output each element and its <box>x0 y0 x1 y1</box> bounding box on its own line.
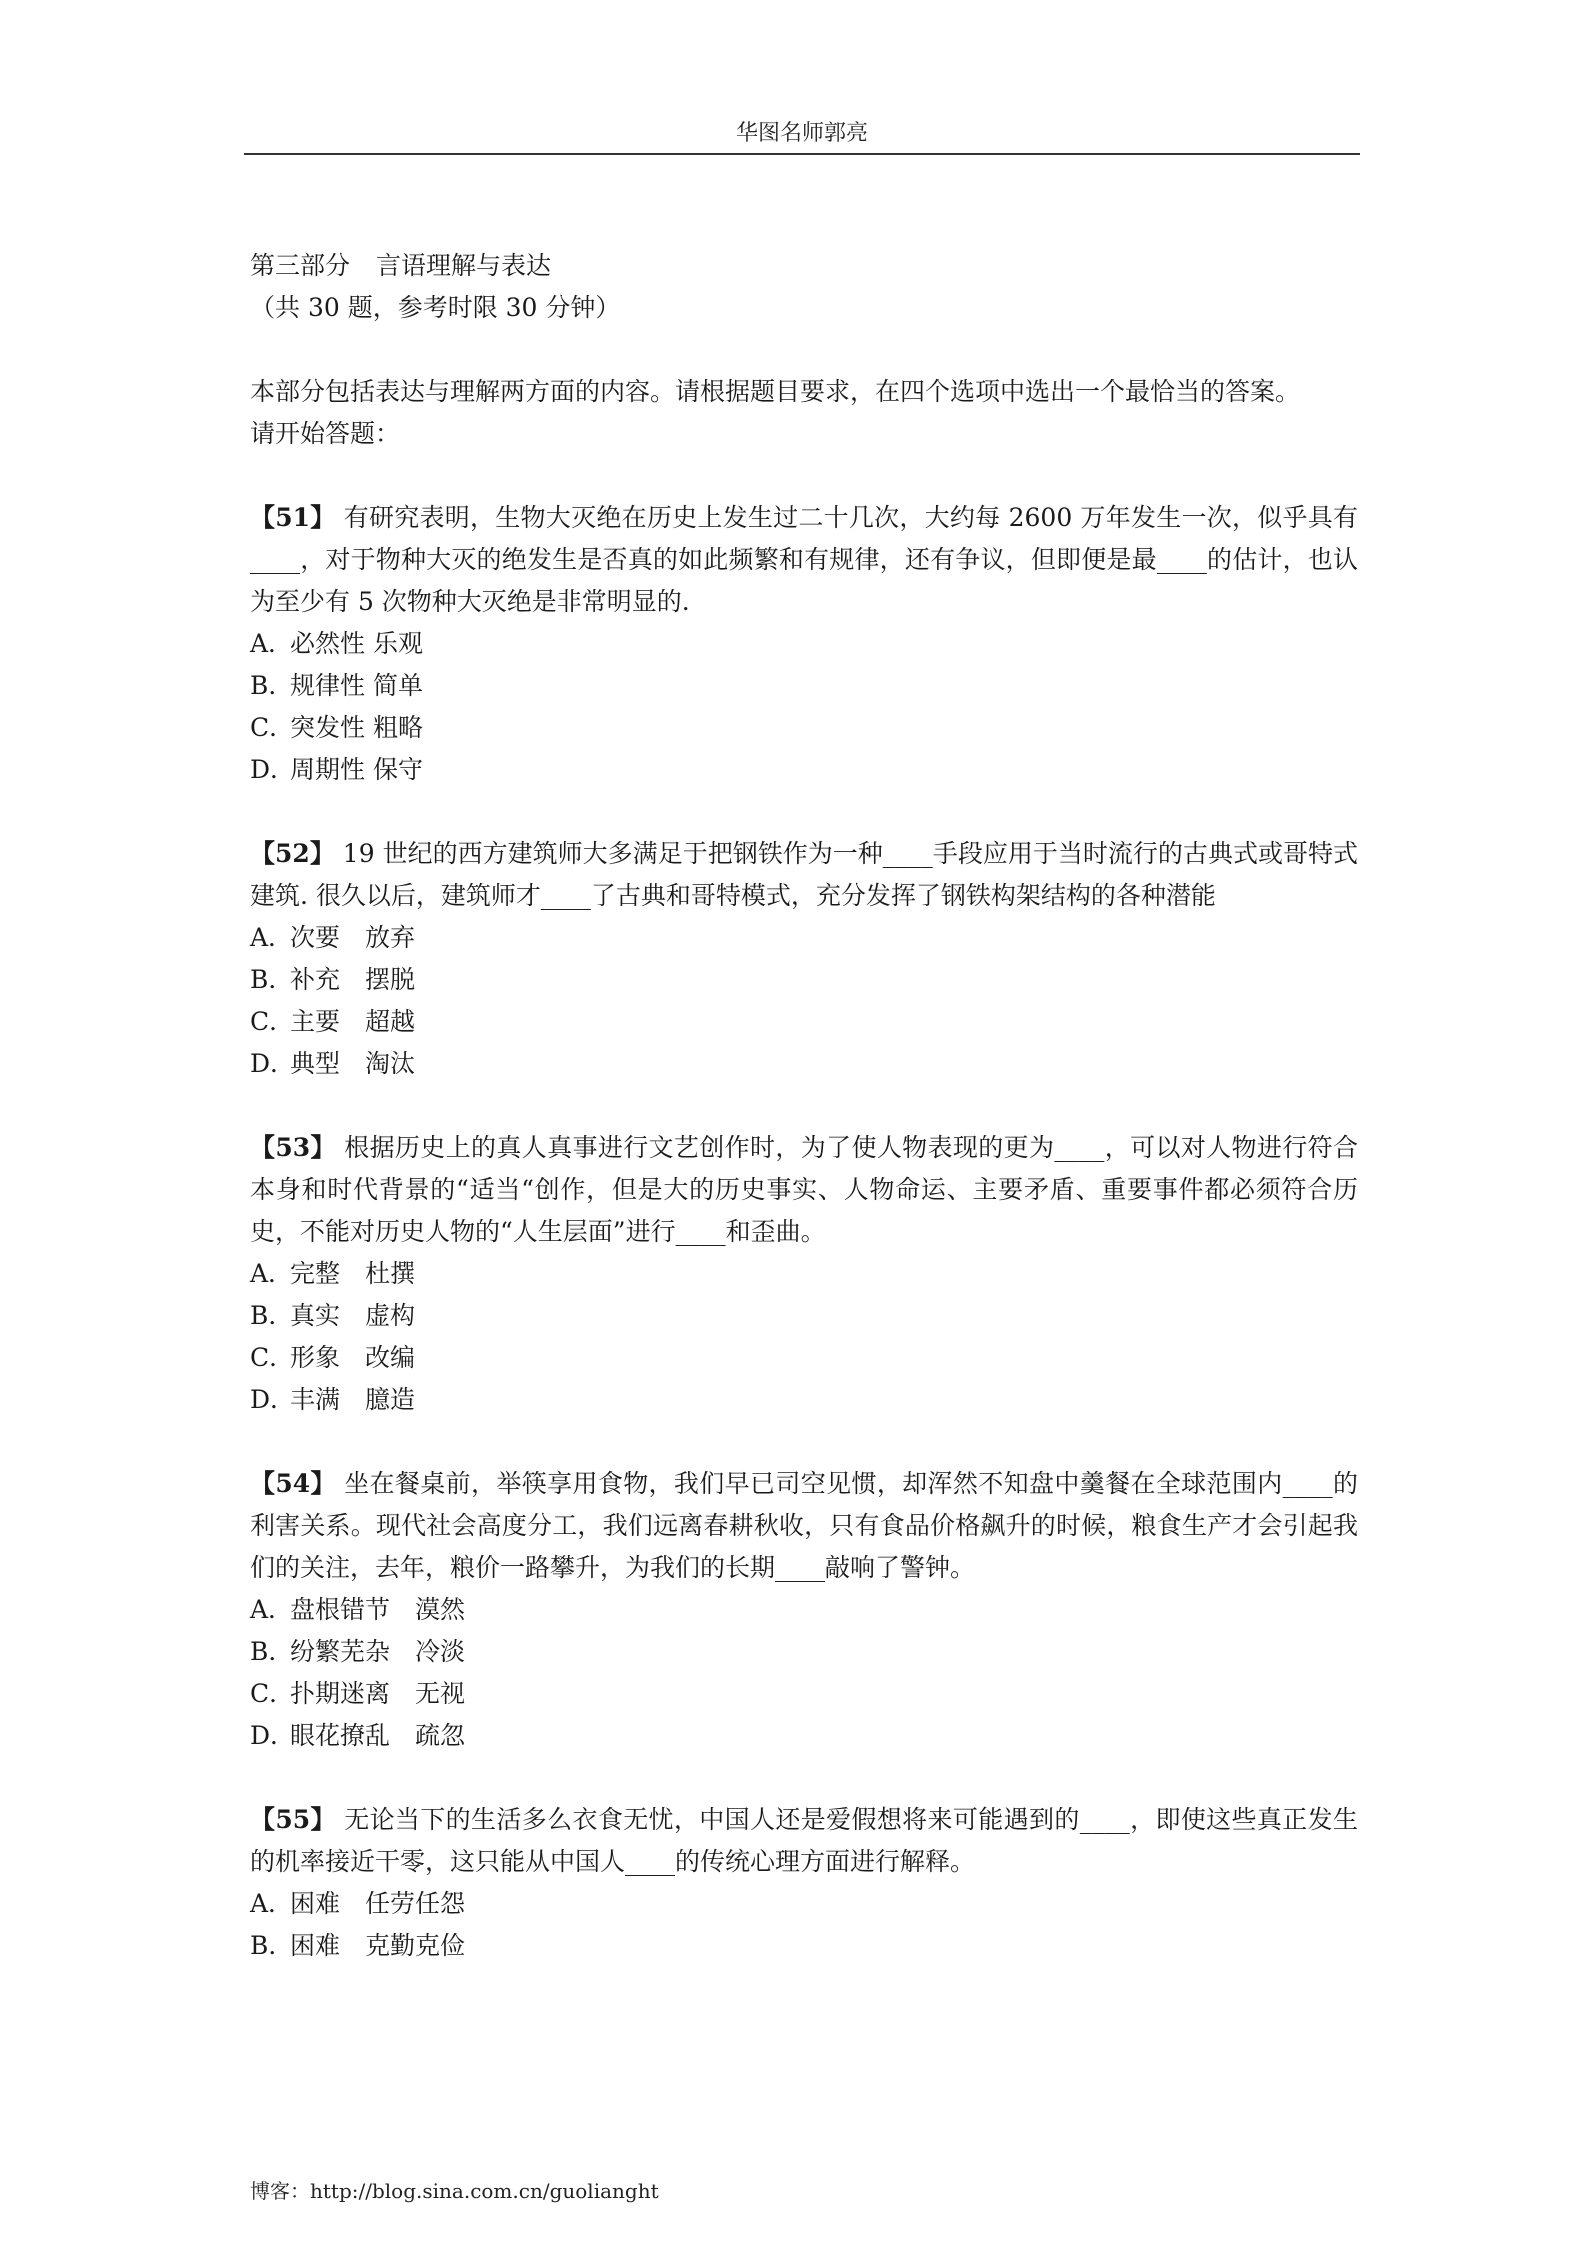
option-text: 纷繁芜杂 冷淡 <box>290 1637 466 1666</box>
option-letter: B． <box>250 965 294 994</box>
option-b <box>250 1295 1358 1337</box>
option-b <box>250 1925 1358 1967</box>
option-letter: C． <box>250 713 295 742</box>
question-text: 19 世纪的西方建筑师大多满足于把钢铁作为一种____手段应用于当时流行的古典式或哥特式建筑. 很久以后，建筑师才____了古典和哥特模式，充分发挥了钢铁构架结构的各种潜能 <box>250 839 1358 910</box>
option-a <box>250 623 1358 665</box>
option-text: 形象 改编 <box>290 1343 416 1372</box>
question-stem <box>250 1127 1358 1253</box>
question-55 <box>250 1799 1358 1967</box>
option-b <box>250 665 1358 707</box>
option-letter: A． <box>250 1259 294 1288</box>
option-letter: C． <box>250 1007 295 1036</box>
question-text: 无论当下的生活多么衣食无忧，中国人还是爱假想将来可能遇到的____，即使这些真正发生的机率接近干零，这只能从中国人____的传统心理方面进行解释。 <box>250 1805 1358 1876</box>
question-stem <box>250 1463 1358 1589</box>
option-text: 丰满 臆造 <box>290 1385 416 1414</box>
option-letter: D． <box>250 1385 296 1414</box>
option-b <box>250 1631 1358 1673</box>
option-c <box>250 1001 1358 1043</box>
option-letter: A． <box>250 1889 294 1918</box>
option-a <box>250 1883 1358 1925</box>
option-letter: C． <box>250 1343 295 1372</box>
option-c <box>250 707 1358 749</box>
question-text: 根据历史上的真人真事进行文艺创作时，为了使人物表现的更为____，可以对人物进行符合本身和时代背景的“适当“创作，但是大的历史事实、人物命运、主要矛盾、重要事件都必须符合历史，不能对历史人物的“人生层面”进行____和歪曲。 <box>250 1133 1358 1246</box>
footer-blog-link: 博客：http://blog.sina.com.cn/guolianght <box>250 2179 659 2203</box>
option-text: 规律性 简单 <box>290 671 423 700</box>
header-rule <box>244 153 1360 155</box>
option-a <box>250 917 1358 959</box>
document-body <box>250 245 1358 2009</box>
question-52 <box>250 833 1358 1085</box>
question-number: 【53】 <box>250 1133 336 1162</box>
section-heading <box>250 245 1358 287</box>
question-stem <box>250 833 1358 917</box>
option-c <box>250 1337 1358 1379</box>
option-a <box>250 1589 1358 1631</box>
option-letter: B． <box>250 1301 294 1330</box>
question-number: 【51】 <box>250 503 336 532</box>
section-subtitle: 言语理解与表达 <box>376 251 552 280</box>
section-intro: 本部分包括表达与理解两方面的内容。请根据题目要求，在四个选项中选出一个最恰当的答案。 <box>250 377 1301 406</box>
question-number: 【55】 <box>250 1805 336 1834</box>
option-letter: D． <box>250 755 296 784</box>
option-text: 困难 克勤克俭 <box>290 1931 466 1960</box>
start-prompt: 请开始答题： <box>250 419 401 448</box>
option-text: 完整 杜撰 <box>290 1259 416 1288</box>
option-letter: B． <box>250 1931 294 1960</box>
option-text: 眼花撩乱 疏忽 <box>290 1721 466 1750</box>
section-title: 第三部分 <box>250 251 351 280</box>
option-d <box>250 749 1358 791</box>
option-text: 补充 摆脱 <box>290 965 416 994</box>
option-text: 周期性 保守 <box>290 755 423 784</box>
running-header: 华图名师郭亮 <box>735 121 868 146</box>
option-text: 困难 任劳任怨 <box>290 1889 466 1918</box>
question-stem <box>250 1799 1358 1883</box>
section-meta: （共 30 题，参考时限 30 分钟） <box>250 293 621 322</box>
option-letter: B． <box>250 1637 294 1666</box>
option-text: 真实 虚构 <box>290 1301 416 1330</box>
question-51 <box>250 497 1358 791</box>
option-text: 突发性 粗略 <box>290 713 423 742</box>
option-text: 典型 淘汰 <box>290 1049 416 1078</box>
question-stem <box>250 497 1358 623</box>
option-text: 盘根错节 漠然 <box>290 1595 466 1624</box>
option-d <box>250 1043 1358 1085</box>
question-53 <box>250 1127 1358 1421</box>
option-text: 次要 放弃 <box>290 923 416 952</box>
option-text: 扑期迷离 无视 <box>290 1679 466 1708</box>
option-d <box>250 1715 1358 1757</box>
question-number: 【52】 <box>250 839 335 868</box>
option-letter: A． <box>250 629 294 658</box>
option-d <box>250 1379 1358 1421</box>
option-letter: D． <box>250 1049 296 1078</box>
option-c <box>250 1673 1358 1715</box>
option-a <box>250 1253 1358 1295</box>
option-letter: A． <box>250 923 294 952</box>
option-letter: C． <box>250 1679 295 1708</box>
question-54 <box>250 1463 1358 1757</box>
option-letter: A． <box>250 1595 294 1624</box>
question-text: 坐在餐桌前，举筷享用食物，我们早已司空见惯，却浑然不知盘中羹餐在全球范围内____的利害关系。现代社会高度分工，我们远离春耕秋收，只有食品价格飙升的时候，粮食生产才会引起我们的关注，去年，粮价一路攀升，为我们的长期____敲响了警钟。 <box>250 1469 1358 1582</box>
option-text: 必然性 乐观 <box>290 629 423 658</box>
question-number: 【54】 <box>250 1469 336 1498</box>
option-b <box>250 959 1358 1001</box>
option-letter: B． <box>250 671 294 700</box>
option-letter: D． <box>250 1721 296 1750</box>
question-text: 有研究表明，生物大灭绝在历史上发生过二十几次，大约每 2600 万年发生一次，似乎具有____，对于物种大灭的绝发生是否真的如此频繁和有规律，还有争议，但即便是最____的估计，也认为至少有 5 次物种大灭绝是非常明显的. <box>250 503 1358 616</box>
option-text: 主要 超越 <box>290 1007 416 1036</box>
